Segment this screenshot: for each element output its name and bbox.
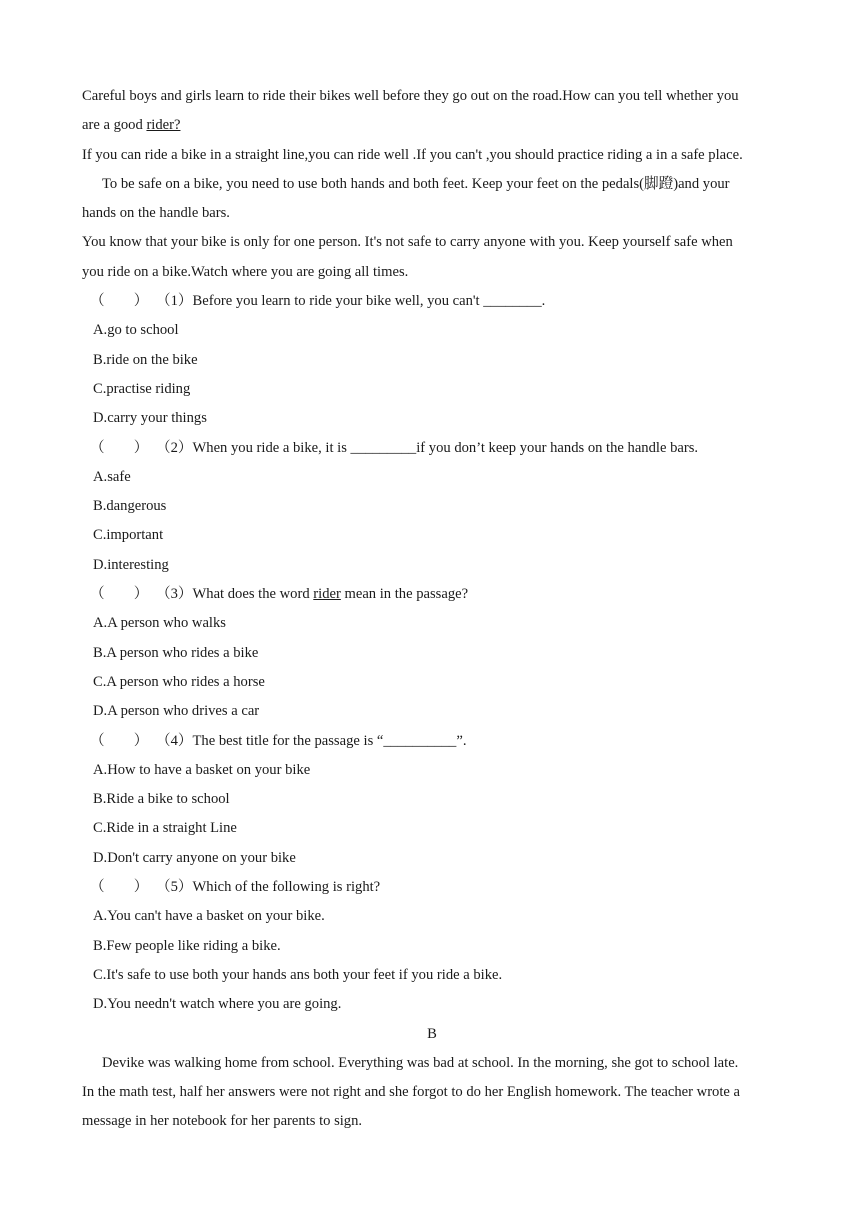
question-text: When you ride a bike, it is _________if you don’t keep your hands on the handle bars. <box>192 439 699 456</box>
option-a: A.You can't have a basket on your bike. <box>93 908 325 925</box>
question-text: mean in the passage? <box>340 586 469 603</box>
option-d: D.carry your things <box>93 410 207 427</box>
question-text: The best title for the passage is “__________”. <box>192 732 467 749</box>
option-c: C.A person who rides a horse <box>93 673 265 690</box>
option-a: A.A person who walks <box>93 615 226 632</box>
question-stem <box>82 287 782 316</box>
answer-blank[interactable]: （ ） <box>90 293 149 310</box>
question-number: （2） <box>156 439 193 456</box>
question-5 <box>82 873 782 1019</box>
question-1 <box>82 287 782 433</box>
question-number: （3） <box>156 586 193 603</box>
option-b: B.Few people like riding a bike. <box>93 937 281 954</box>
paragraph-text: are a good <box>82 117 147 134</box>
question-stem <box>82 580 782 609</box>
option-b: B.A person who rides a bike <box>93 644 259 661</box>
question-stem <box>82 727 782 756</box>
section-b <box>82 1020 782 1137</box>
answer-blank[interactable]: （ ） <box>90 879 149 896</box>
paragraph-line: You know that your bike is only for one person. It's not safe to carry anyone with you. Keep yourself safe when <box>82 234 733 251</box>
answer-blank[interactable]: （ ） <box>90 732 149 749</box>
question-number: （5） <box>156 879 193 896</box>
paragraph-line: Devike was walking home from school. Everything was bad at school. In the morning, she got to school late. <box>102 1054 739 1071</box>
option-b: B.dangerous <box>93 498 167 515</box>
question-stem <box>82 434 782 463</box>
question-text: What does the word <box>192 586 314 603</box>
option-b: B.Ride a bike to school <box>93 791 230 808</box>
document-page <box>82 82 782 1137</box>
option-c: C.Ride in a straight Line <box>93 820 237 837</box>
paragraph-line: In the math test, half her answers were not right and she forgot to do her English homework. The teacher wrote a <box>82 1084 741 1101</box>
paragraph-line: Careful boys and girls learn to ride their bikes well before they go out on the road.How can you tell whether you <box>82 88 739 104</box>
answer-blank[interactable]: （ ） <box>90 439 149 456</box>
section-heading: B <box>427 1025 437 1042</box>
answer-blank[interactable]: （ ） <box>90 586 149 603</box>
option-a: A.How to have a basket on your bike <box>93 761 311 778</box>
option-c: C.important <box>93 527 164 544</box>
option-d: D.You needn't watch where you are going. <box>93 996 342 1013</box>
option-c: C.It's safe to use both your hands ans both your feet if you ride a bike. <box>93 966 503 983</box>
underlined-word: rider? <box>146 117 181 134</box>
question-number: （4） <box>156 732 193 749</box>
option-a: A.safe <box>93 468 131 485</box>
paragraph-line: hands on the handle bars. <box>82 205 230 222</box>
question-3 <box>82 580 782 726</box>
option-d: D.Don't carry anyone on your bike <box>93 849 296 866</box>
option-d: D.interesting <box>93 556 169 573</box>
option-c: C.practise riding <box>93 380 191 397</box>
question-text: Which of the following is right? <box>192 879 381 896</box>
option-d: D.A person who drives a car <box>93 703 260 720</box>
question-stem <box>82 873 782 902</box>
paragraph-line: you ride on a bike.Watch where you are going all times. <box>82 263 409 280</box>
passage-a <box>82 82 782 287</box>
question-number: （1） <box>156 293 193 310</box>
question-4 <box>82 727 782 873</box>
option-b: B.ride on the bike <box>93 351 198 368</box>
paragraph-line: message in her notebook for her parents to sign. <box>82 1113 363 1130</box>
question-text: Before you learn to ride your bike well, you can't ________. <box>192 293 546 310</box>
paragraph-line: To be safe on a bike, you need to use both hands and both feet. Keep your feet on the pedals(脚蹬)and your <box>102 175 730 192</box>
question-2 <box>82 434 782 580</box>
paragraph-line: If you can ride a bike in a straight line,you can ride well .If you can't ,you should practice riding a in a safe place. <box>82 146 743 163</box>
underlined-word: rider <box>313 586 341 603</box>
option-a: A.go to school <box>93 322 179 339</box>
paragraph-line <box>82 111 782 140</box>
